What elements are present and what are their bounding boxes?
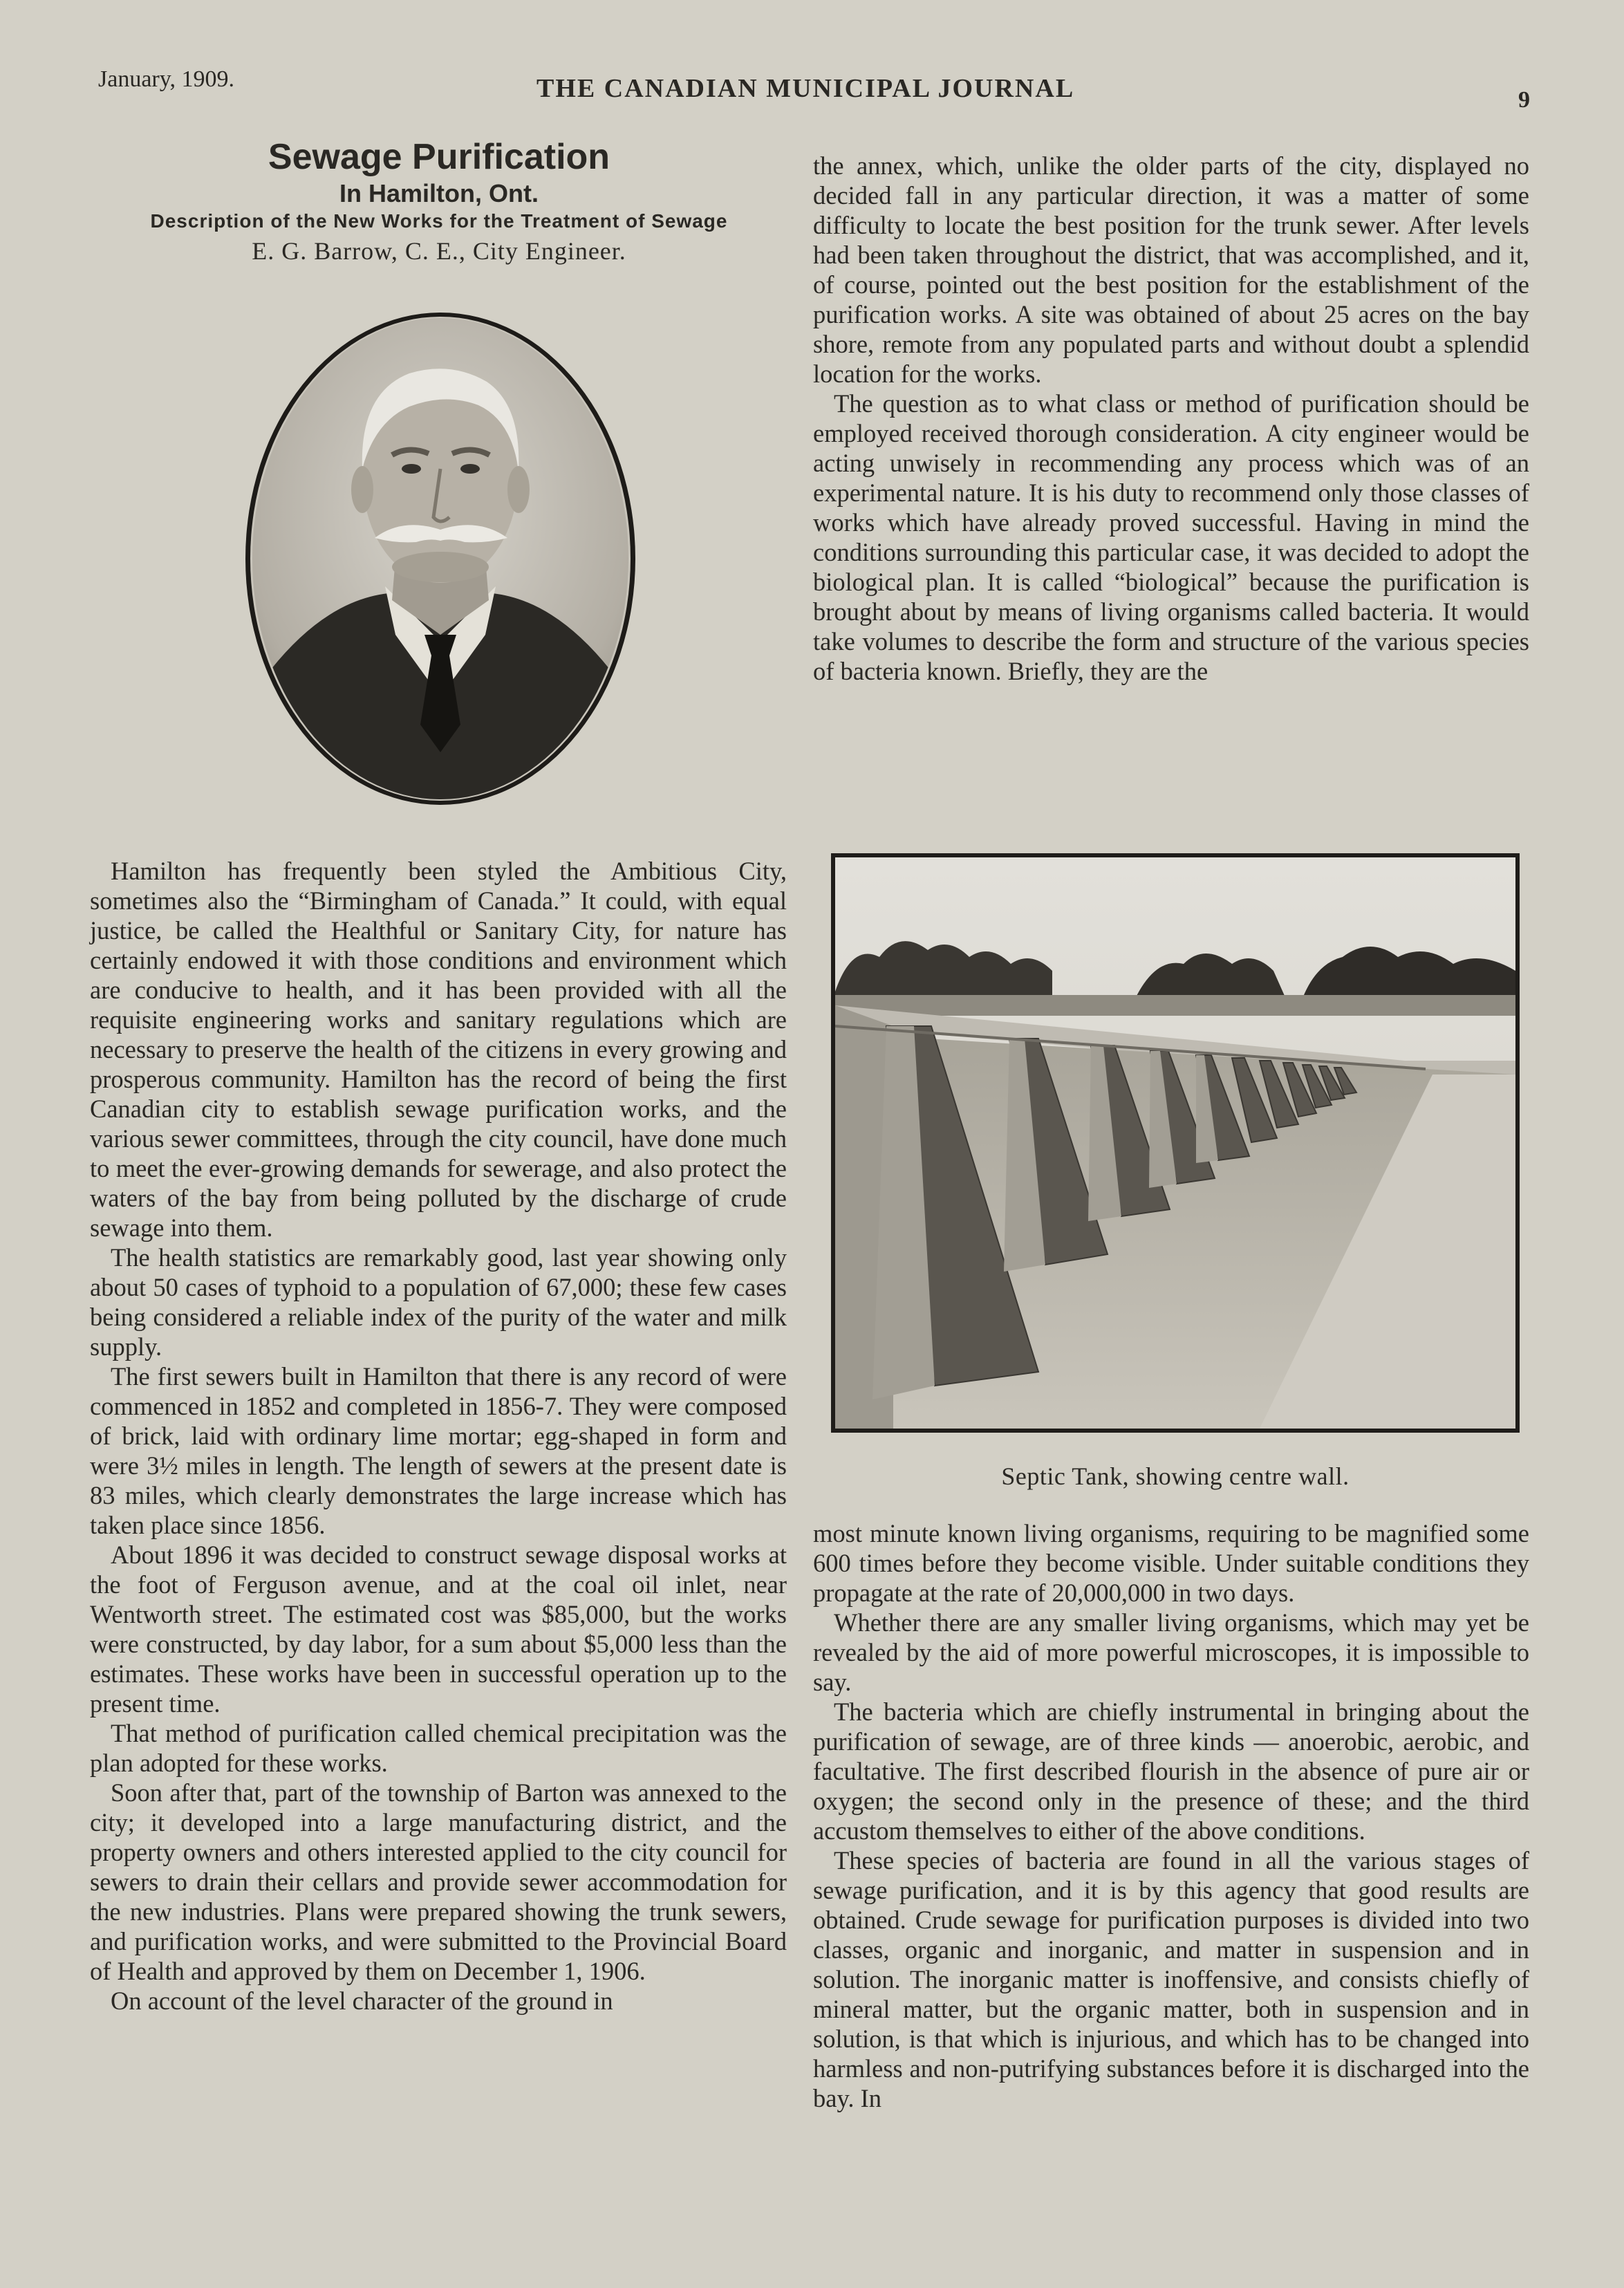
paragraph: Soon after that, part of the township of Barton was annexed to the city; it developed into a large manufacturing district, and the property owners and others interested applied to the city council for sewers to drain their cellars and provide sewer accommodation for the new industries. Plans were prepared showing the trunk sewers, and purification works, and were submitted to the Provincial Board of Health and approved by them on December 1, 1906. — [90, 1778, 787, 1985]
article-author: E. G. Barrow, C. E., City Engineer. — [252, 237, 626, 265]
septic-tank-photo — [831, 853, 1520, 1433]
paragraph: That method of purification called chemical precipitation was the plan adopted for these works. — [90, 1719, 787, 1777]
article-body-right-column-bottom — [813, 1518, 1529, 2113]
header-date: January, 1909. — [98, 66, 235, 92]
paragraph: On account of the level character of the ground in — [111, 1987, 613, 2015]
header-page-number: 9 — [1518, 87, 1530, 113]
paragraph: The bacteria which are chiefly instrumental in bringing about the purification of sewage, are of three kinds — anoerobic, aerobic, and facultative. The first described flourish in the absence of pure air or oxygen; the second only in the presence of these; and the third accustom themselves to either of the above conditions. — [813, 1698, 1529, 1845]
paragraph: most minute known living organisms, requiring to be magnified some 600 times before they become visible. Under suitable conditions they propagate at the rate of 20,000,000 in two days. — [813, 1519, 1529, 1607]
article-body-left-column — [90, 856, 787, 2016]
article-description: Description of the New Works for the Treatment of Sewage — [150, 210, 728, 232]
paragraph: Whether there are any smaller living organisms, which may yet be revealed by the aid of more powerful microscopes, it is impossible to say. — [813, 1608, 1529, 1696]
paragraph: The first sewers built in Hamilton that there is any record of were commenced in 1852 and completed in 1856-7. They were composed of brick, laid with ordinary lime mortar; egg-shaped in form and were 3½ miles in length. The length of sewers at the present date is 83 miles, which clearly demonstrates the large increase which has taken place since 1856. — [90, 1362, 787, 1539]
article-subtitle: In Hamilton, Ont. — [339, 179, 539, 207]
paragraph: About 1896 it was decided to construct sewage disposal works at the foot of Ferguson avenue, and at the coal oil inlet, near Wentworth street. The estimated cost was $85,000, but the works were constructed, by day labor, for a sum about $5,000 less than the estimates. These works have been in successful operation up to the present time. — [90, 1541, 787, 1718]
header-journal-title: THE CANADIAN MUNICIPAL JOURNAL — [536, 74, 1075, 103]
author-portrait-image — [243, 310, 637, 808]
paragraph: These species of bacteria are found in all the various stages of sewage purification, and it is by this agency that good results are obtained. Crude sewage for purification purposes is divided into two classes, organic and inorganic, and matter in suspension and in solution. The inorganic matter is inoffensive, and consists chiefly of mineral matter, but the organic matter, both in suspension and in solution, is that which is injurious, and which has to be changed into harmless and non-putrifying substances before it is discharged into the bay. In — [813, 1846, 1529, 2112]
paragraph: Hamilton has frequently been styled the Ambitious City, sometimes also the “Birmingham of Canada.” It could, with equal justice, be called the Healthful or Sanitary City, for nature has certainly endowed it with those conditions and environment which are conducive to health, and it has been provided with all the requisite engineering works and sanitary regulations which are necessary to preserve the health of the citizens in every growing and prosperous community. Hamilton has the record of being the first Canadian city to establish sewage purification works, and the various sewer committees, through the city council, have done much to meet the ever-growing demands for sewerage, and also protect the waters of the bay from being polluted by the discharge of crude sewage into them. — [90, 857, 787, 1242]
paragraph: the annex, which, unlike the older parts of the city, displayed no decided fall in any particular direction, it was a matter of some difficulty to locate the best position for the trunk sewer. After levels had been taken throughout the district, that was accomplished, and it, of course, pointed out the best position for the establishment of the purification works. A site was obtained of about 25 acres on the bay shore, remote from any populated parts and without doubt a splendid location for the works. — [813, 151, 1529, 388]
photo-caption: Septic Tank, showing centre wall. — [1001, 1462, 1350, 1490]
article-body-right-column-top — [813, 151, 1529, 686]
paragraph: The health statistics are remarkably good, last year showing only about 50 cases of typhoid to a population of 67,000; these few cases being considered a reliable index of the purity of the water and milk supply. — [90, 1243, 787, 1361]
article-title: Sewage Purification — [268, 137, 610, 177]
paragraph: The question as to what class or method of purification should be employed received thorough consideration. A city engineer would be acting unwisely in recommending any process which was of an experimental nature. It is his duty to recommend only those classes of works which have already proved successful. Having in mind the conditions surrounding this particular case, it was decided to adopt the biological plan. It is called “biological” because the purification is brought about by means of living organisms called bacteria. It would take volumes to describe the form and structure of the various species of bacteria known. Briefly, they are the — [813, 389, 1529, 685]
article-title-block — [90, 136, 788, 267]
